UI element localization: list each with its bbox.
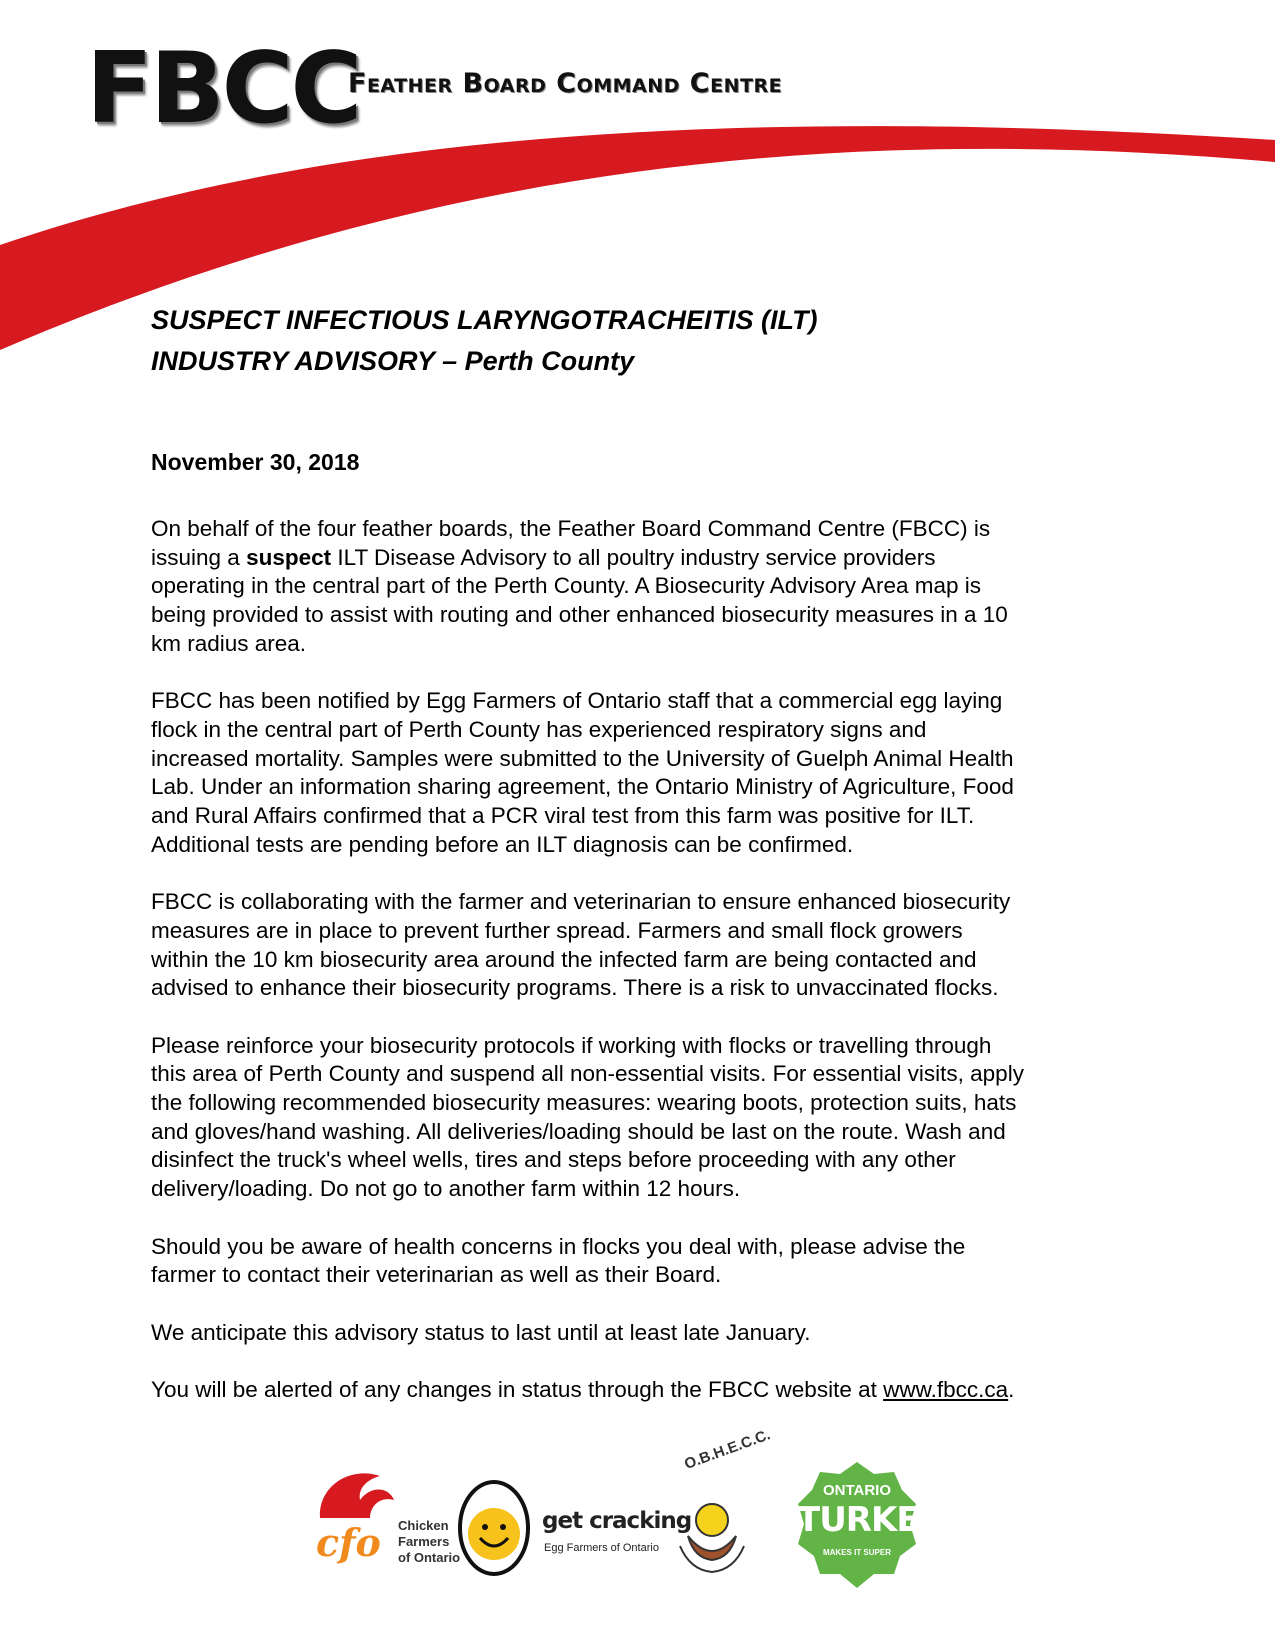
title-line-1: SUSPECT INFECTIOUS LARYNGOTRACHEITIS (ILT) [151, 305, 818, 335]
alerts-period: . [1008, 1377, 1015, 1402]
get-cracking-label: get cracking [542, 1508, 692, 1534]
obhecc-label: O.B.H.E.C.C. [682, 1426, 773, 1473]
paragraph-duration: We anticipate this advisory status to last until at least late January. [151, 1319, 811, 1345]
paragraph-collaboration: FBCC is collaborating with the farmer and veterinarian to ensure enhanced biosecurity measures are in place to prevent further spread. Farmers and small flock growers within the 10 km biosecurity area around the infected farm are being contacted and advised to enhance their biosecurity programs. There is a risk to unvaccinated flocks. [151, 889, 1011, 1001]
fbcc-website-link[interactable]: www.fbcc.ca [883, 1377, 1009, 1402]
intro-text-end: ILT Disease Advisory to all poultry industry service providers operating in the central part of the Perth County. A Biosecurity Advisory Area map is being provided to assist with routing and other enhanced biosecurity measures in a 10 km radius area. [151, 544, 1008, 656]
advisory-title [151, 300, 818, 382]
fbcc-subtitle: Feather Board Command Centre [348, 68, 783, 99]
fbcc-logo: FBCC [86, 32, 360, 146]
advisory-date: November 30, 2018 [151, 449, 360, 475]
turkey-ontario-label: ONTARIO [822, 1482, 892, 1499]
paragraph-alerts [151, 1376, 1131, 1405]
paragraph-biosecurity: Please reinforce your biosecurity protocols if working with flocks or travelling through this area of Perth County and suspend all non-essential visits. For essential visits, apply the following recommended biosecurity measures: wearing boots, protection suits, hats and gloves/hand washing. All deliveries/loading should be last on the route. Wash and disinfect the truck's wheel wells, tires and steps before proceeding with any other delivery/loading. Do not go to another farm within 12 hours. [151, 1032, 1024, 1202]
paragraph-health-concerns: Should you be aware of health concerns in flocks you deal with, please advise the farmer to contact their veterinarian as well as their Board. [151, 1233, 966, 1288]
cfo-logo-icon [310, 1456, 400, 1596]
turkey-main-label: TURKEY [797, 1500, 943, 1540]
intro-text-start: On behalf of the four feather boards, the Feather Board Command Centre (FBCC) is issuing a [151, 516, 991, 570]
intro-bold-suspect: suspect [246, 544, 332, 570]
alerts-text: You will be alerted of any changes in status through the FBCC website at [151, 1377, 884, 1402]
cfo-line-3: of Ontario [398, 1550, 461, 1565]
paragraph-intro [151, 515, 1131, 659]
cfo-mark: cfo [316, 1520, 381, 1565]
partner-logos [310, 1426, 950, 1596]
cfo-line-1: Chicken [398, 1518, 449, 1533]
get-cracking-sub: Egg Farmers of Ontario [544, 1542, 659, 1554]
advisory-body [151, 515, 1131, 1433]
chick-in-hands-icon [670, 1486, 756, 1576]
cfo-label [398, 1518, 460, 1566]
title-line-2: INDUSTRY ADVISORY – Perth County [151, 346, 635, 376]
turkey-slogan: MAKES IT SUPER [822, 1548, 891, 1557]
paragraph-notification: FBCC has been notified by Egg Farmers of Ontario staff that a commercial egg laying flock in the central part of Perth County has experienced respiratory signs and increased mortality. Samples were submitted to the University of Guelph Animal Health Lab. Under an information sharing agreement, the Ontario Ministry of Agriculture, Food and Rural Affairs confirmed that a PCR viral test from this farm was positive for ILT. Additional tests are pending before an ILT diagnosis can be confirmed. [151, 688, 1014, 857]
cfo-line-2: Farmers [398, 1534, 450, 1549]
egg-smiley-icon [456, 1472, 536, 1582]
